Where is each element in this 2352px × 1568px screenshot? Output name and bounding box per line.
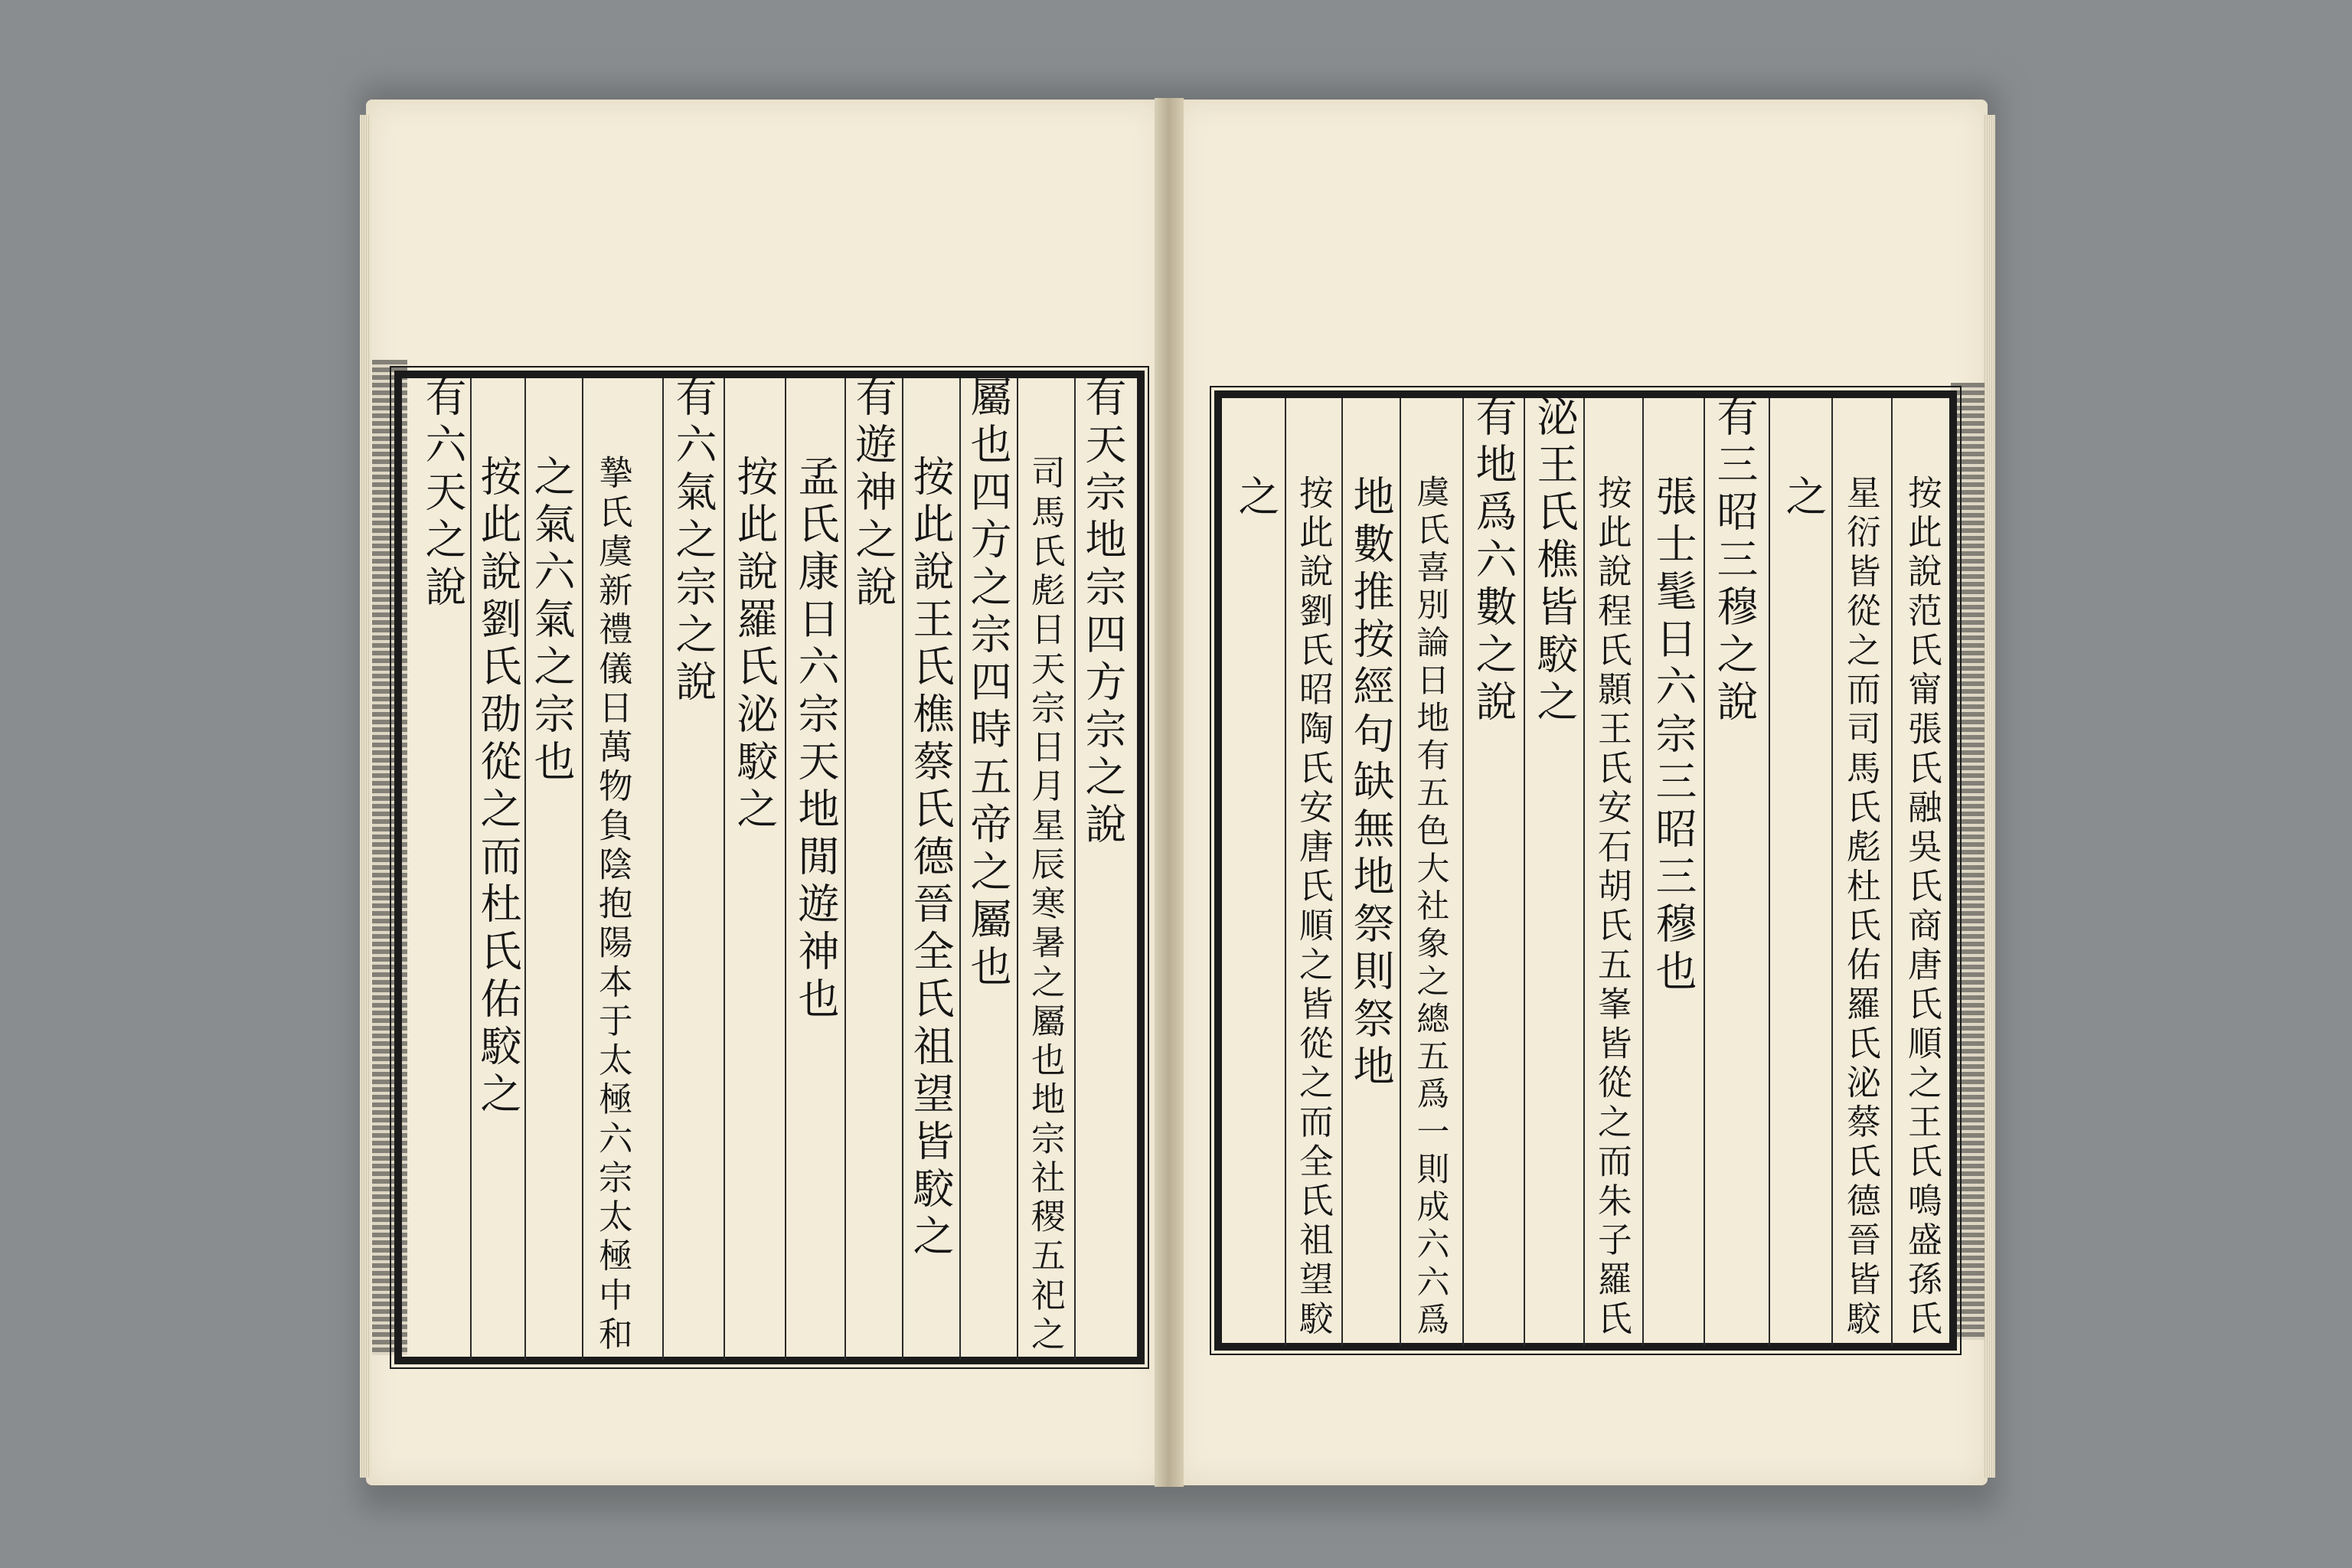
page-edge-left bbox=[360, 115, 371, 1478]
left-col-3: 屬也四方之宗四時五帝之屬也 bbox=[964, 375, 1012, 992]
left-col-10: 之氣六氣之宗也 bbox=[528, 455, 576, 787]
right-column-rule bbox=[1831, 398, 1833, 1346]
left-col-1: 有天宗地宗四方宗之說 bbox=[1079, 375, 1127, 850]
left-column-rule bbox=[1017, 378, 1018, 1360]
left-col-5: 有遊神之說 bbox=[849, 375, 897, 612]
right-column-rule bbox=[1769, 398, 1770, 1346]
right-col-10: 地數推按經句缺無地祭則祭地 bbox=[1347, 475, 1395, 1092]
right-col-2: 星衍皆從之而司馬氏彪杜氏佑羅氏泌蔡氏德晉皆駮 bbox=[1841, 475, 1882, 1340]
left-column-rule bbox=[662, 378, 664, 1360]
right-column-rule bbox=[1583, 398, 1585, 1346]
left-col-8: 有六氣之宗之說 bbox=[669, 375, 717, 707]
left-column-rule bbox=[959, 378, 961, 1360]
page-edge-right bbox=[1983, 115, 1995, 1478]
left-col-9: 摯氏虞新禮儀日萬物負陰抱陽本于太極六宗太極中和 bbox=[593, 455, 633, 1355]
left-column-rule bbox=[844, 378, 846, 1360]
right-col-12: 之 bbox=[1232, 475, 1280, 522]
right-column-rule bbox=[1642, 398, 1644, 1346]
right-col-11: 按此說劉氏昭陶氏安唐氏順之皆從之而全氏祖望駮 bbox=[1293, 475, 1334, 1340]
right-column-rule bbox=[1400, 398, 1401, 1346]
left-column-rule bbox=[785, 378, 786, 1360]
right-col-4: 有三昭三穆之說 bbox=[1710, 395, 1759, 727]
right-column-rule bbox=[1524, 398, 1525, 1346]
left-col-6: 孟氏康日六宗天地閒遊神也 bbox=[792, 455, 840, 1024]
right-col-9: 虞氏喜別論日地有五色大社象之總五爲一則成六六爲 bbox=[1411, 475, 1450, 1340]
left-column-rule bbox=[582, 378, 583, 1360]
right-column-rule bbox=[1462, 398, 1464, 1346]
left-column-rule bbox=[1074, 378, 1076, 1360]
right-column-rule bbox=[1891, 398, 1893, 1346]
right-col-8: 有地爲六數之說 bbox=[1469, 395, 1517, 727]
right-col-6: 按此說程氏顥王氏安石胡氏五峯皆從之而朱子羅氏 bbox=[1592, 475, 1633, 1340]
left-col-4: 按此說王氏樵蔡氏德晉全氏祖望皆駮之 bbox=[906, 455, 955, 1262]
right-column-rule bbox=[1341, 398, 1343, 1346]
left-column-rule bbox=[470, 378, 472, 1360]
left-col-2: 司馬氏彪日天宗日月星辰寒暑之屬也地宗社稷五祀之 bbox=[1025, 455, 1066, 1355]
right-col-3: 之 bbox=[1779, 475, 1828, 522]
left-col-12: 有六天之說 bbox=[419, 375, 467, 612]
right-col-1: 按此說范氏甯張氏融吳氏商唐氏順之王氏鳴盛孫氏 bbox=[1902, 475, 1943, 1340]
right-col-7: 泌王氏樵皆駮之 bbox=[1530, 395, 1579, 727]
right-col-5: 張士髦日六宗三昭三穆也 bbox=[1649, 475, 1697, 997]
right-column-rule bbox=[1285, 398, 1286, 1346]
left-column-rule bbox=[724, 378, 725, 1360]
right-column-rule bbox=[1704, 398, 1705, 1346]
left-column-rule bbox=[524, 378, 526, 1360]
book-gutter bbox=[1155, 98, 1184, 1487]
left-col-11: 按此說劉氏劭從之而杜氏佑駮之 bbox=[474, 455, 522, 1119]
left-column-rule bbox=[902, 378, 903, 1360]
left-col-7: 按此說羅氏泌駮之 bbox=[730, 455, 779, 835]
